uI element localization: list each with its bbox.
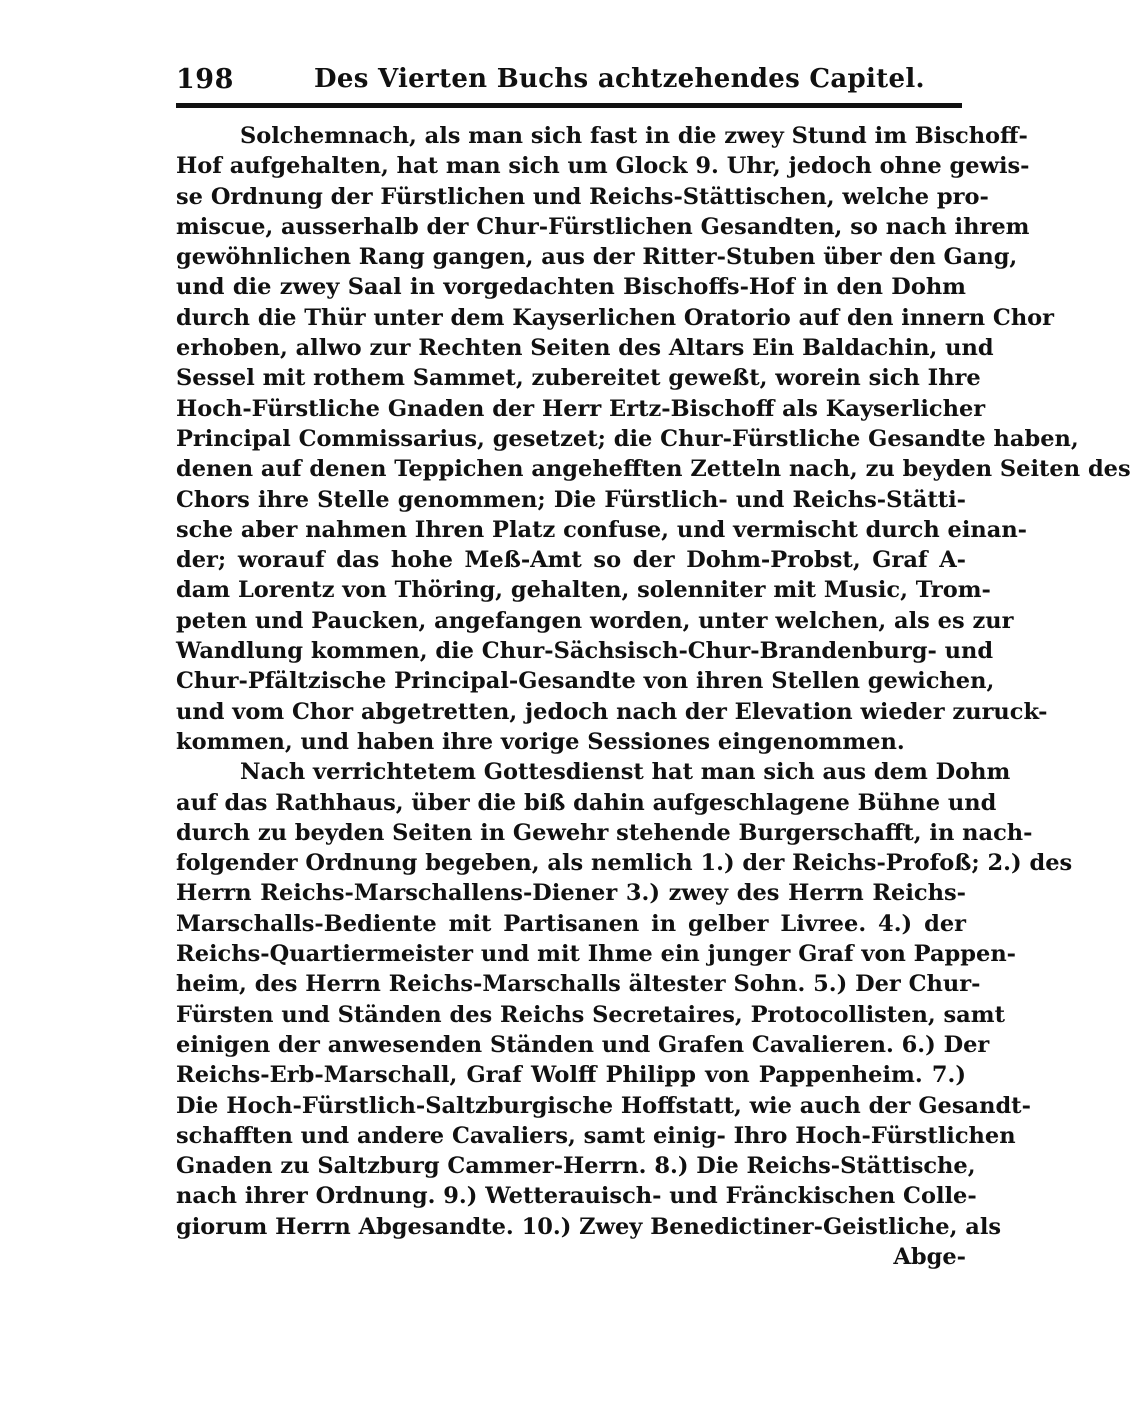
text-line: miscue, ausserhalb der Chur-Fürstlichen Gesandten, so nach ihrem (176, 213, 1030, 240)
text-line: der; worauf das hohe Meß-Amt so der Dohm-Probst, Graf A- (176, 547, 966, 574)
text-line: heim, des Herrn Reichs-Marschalls ältester Sohn. 5.) Der Chur- (176, 971, 981, 998)
text-line: dam Lorentz von Thöring, gehalten, solenniter mit Music, Trom- (176, 577, 991, 604)
text-line: Principal Commissarius, gesetzet; die Chur-Fürstliche Gesandte haben, (176, 425, 1079, 452)
text-line: denen auf denen Teppichen angehefften Zetteln nach, zu beyden Seiten des (176, 456, 1131, 483)
text-line: Fürsten und Ständen des Reichs Secretaires, Protocollisten, samt (176, 1001, 1005, 1028)
catchword: Abge- (893, 1243, 966, 1270)
page-header (176, 58, 962, 98)
text-line: Herrn Reichs-Marschallens-Diener 3.) zwey des Herrn Reichs- (176, 880, 966, 907)
text-line: durch zu beyden Seiten in Gewehr stehende Burgerschafft, in nach- (176, 819, 1033, 846)
text-line: durch die Thür unter dem Kayserlichen Oratorio auf den innern Chor (176, 304, 1055, 331)
text-line: Reichs-Quartiermeister und mit Ihme ein junger Graf von Pappen- (176, 941, 1017, 968)
text-line: gewöhnlichen Rang gangen, aus der Ritter-Stuben über den Gang, (176, 244, 1018, 271)
text-line: Sessel mit rothem Sammet, zubereitet geweßt, worein sich Ihre (176, 365, 981, 392)
text-line: Gnaden zu Saltzburg Cammer-Herrn. 8.) Die Reichs-Stättische, (176, 1153, 976, 1180)
text-line: Hoch-Fürstliche Gnaden der Herr Ertz-Bischoff als Kayserlicher (176, 395, 986, 422)
text-line: peten und Paucken, angefangen worden, unter welchen, als es zur (176, 607, 1014, 634)
text-line: nach ihrer Ordnung. 9.) Wetterauisch- und Fränckischen Colle- (176, 1183, 977, 1210)
text-line: se Ordnung der Fürstlichen und Reichs-Stättischen, welche pro- (176, 183, 989, 210)
text-line: giorum Herrn Abgesandte. 10.) Zwey Benedictiner-Geistliche, als (176, 1213, 1002, 1240)
text-line: und die zwey Saal in vorgedachten Bischoffs-Hof in den Dohm (176, 274, 966, 301)
header-rule (176, 103, 962, 108)
running-head: Des Vierten Buchs achtzehendes Capitel. (314, 64, 925, 94)
text-line: schafften und andere Cavaliers, samt einig- Ihro Hoch-Fürstlichen (176, 1122, 1016, 1149)
text-line: Chur-Pfältzische Principal-Gesandte von ihren Stellen gewichen, (176, 668, 995, 695)
page-number: 198 (176, 64, 234, 95)
text-line: folgender Ordnung begeben, als nemlich 1.) der Reichs-Profoß; 2.) des (176, 850, 1073, 877)
text-line: Chors ihre Stelle genommen; Die Fürstlich- und Reichs-Stätti- (176, 486, 966, 513)
text-line: erhoben, allwo zur Rechten Seiten des Altars Ein Baldachin, und (176, 335, 994, 362)
text-line: einigen der anwesenden Ständen und Grafen Cavalieren. 6.) Der (176, 1031, 990, 1058)
text-line: sche aber nahmen Ihren Platz confuse, und vermischt durch einan- (176, 516, 1028, 543)
text-line: Marschalls-Bediente mit Partisanen in gelber Livree. 4.) der (176, 910, 966, 937)
text-line: Solchemnach, als man sich fast in die zwey Stund im Bischoff- (240, 123, 1028, 149)
body-text (176, 121, 1131, 1272)
text-line: Nach verrichtetem Gottesdienst hat man sich aus dem Dohm (240, 759, 1011, 786)
text-line: Reichs-Erb-Marschall, Graf Wolff Philipp von Pappenheim. 7.) (176, 1062, 966, 1089)
text-line: Hof aufgehalten, hat man sich um Glock 9. Uhr, jedoch ohne gewis- (176, 153, 1030, 180)
text-line: kommen, und haben ihre vorige Sessiones eingenommen. (176, 728, 905, 755)
text-line: Die Hoch-Fürstlich-Saltzburgische Hoffstatt, wie auch der Gesandt- (176, 1092, 1031, 1119)
text-line: und vom Chor abgetretten, jedoch nach der Elevation wieder zuruck- (176, 698, 1048, 725)
text-line: auf das Rathhaus, über die biß dahin aufgeschlagene Bühne und (176, 789, 997, 816)
text-line: Wandlung kommen, die Chur-Sächsisch-Chur-Brandenburg- und (176, 638, 994, 665)
